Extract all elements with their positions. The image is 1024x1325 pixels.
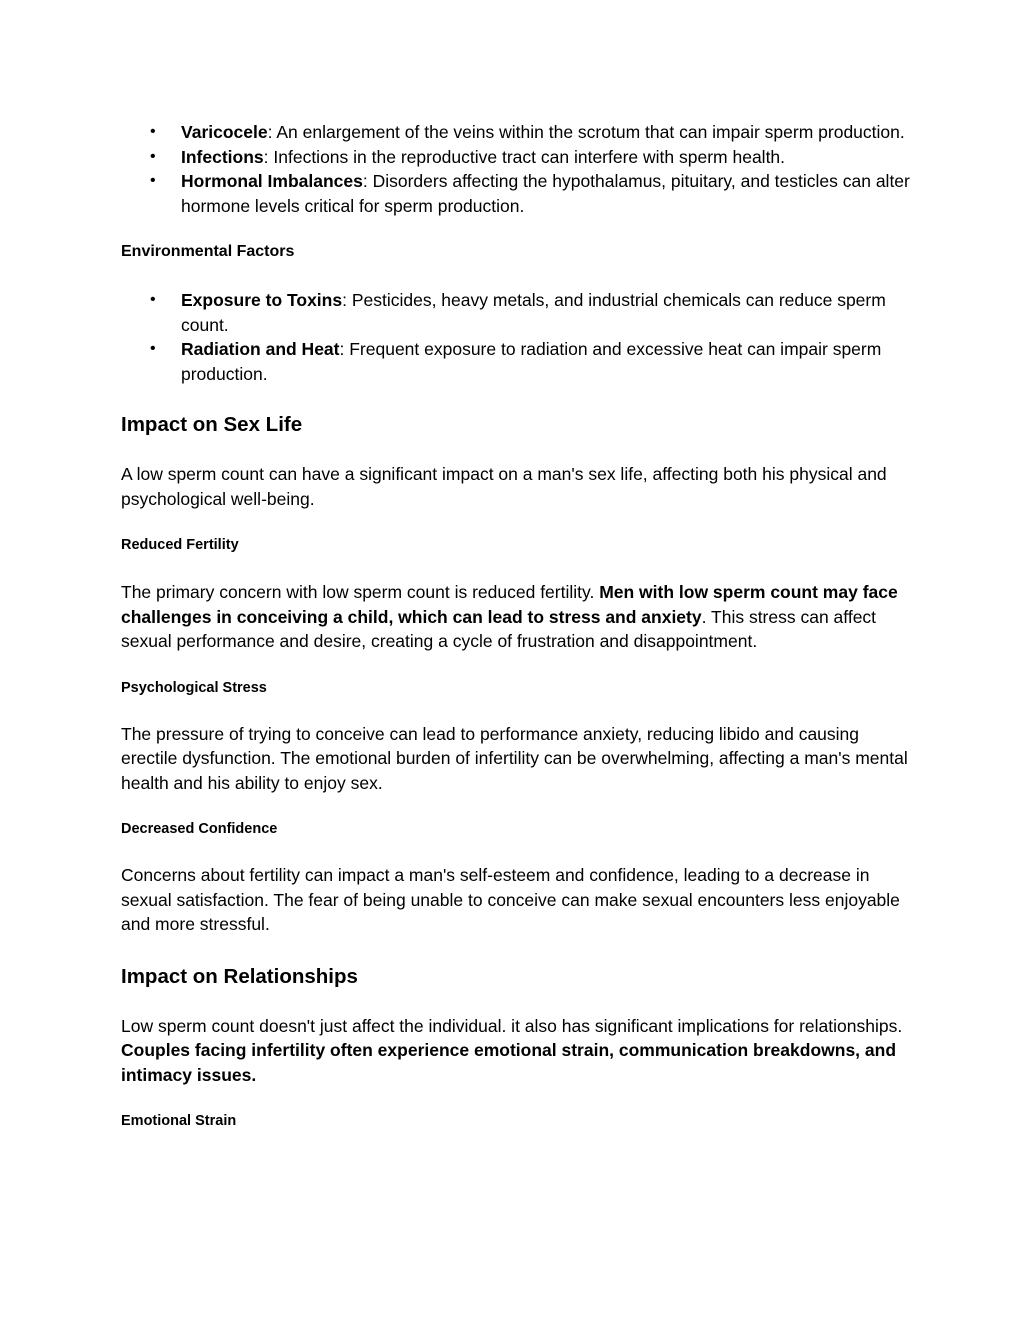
reduced-fertility-paragraph xyxy=(121,580,911,654)
environmental-list xyxy=(121,288,911,386)
paragraph-text: The primary concern with low sperm count is reduced fertility. xyxy=(121,582,600,602)
bullet-icon: • xyxy=(150,123,156,140)
emotional-strain-heading: Emotional Strain xyxy=(121,1113,237,1129)
decreased-confidence-heading: Decreased Confidence xyxy=(121,821,278,837)
list-item-term: Radiation and Heat xyxy=(181,339,340,359)
list-item-term: Exposure to Toxins xyxy=(181,290,343,310)
document-content xyxy=(121,120,911,1131)
list-item xyxy=(121,337,911,386)
list-item-text: : Frequent exposure to radiation and excessive heat can impair sperm production. xyxy=(181,339,882,384)
reduced-fertility-heading: Reduced Fertility xyxy=(121,537,239,553)
decreased-confidence-paragraph: Concerns about fertility can impact a man's self-esteem and confidence, leading to a decrease in sexual satisfaction. The fear of being unable to conceive can make sexual encounters less enjoyable and more stressful. xyxy=(121,865,900,934)
psychological-stress-paragraph: The pressure of trying to conceive can lead to performance anxiety, reducing libido and causing erectile dysfunction. The emotional burden of infertility can be overwhelming, affecting a man's mental health and his ability to enjoy sex. xyxy=(121,723,908,793)
list-item xyxy=(121,145,911,170)
relationships-heading: Impact on Relationships xyxy=(121,964,358,988)
paragraph-text: . This stress can affect sexual performance and desire, creating a cycle of frustration and disappointment. xyxy=(121,606,877,651)
list-item-term: Infections xyxy=(181,146,264,167)
list-item xyxy=(121,288,911,337)
list-item-text: : An enlargement of the veins within the scrotum that can impair sperm production. xyxy=(267,122,905,142)
environmental-factors-heading: Environmental Factors xyxy=(121,243,295,260)
bullet-icon: • xyxy=(150,340,156,357)
bullet-icon: • xyxy=(150,147,156,165)
paragraph-bold-text: Men with low sperm count may face challenges in conceiving a child, which can lead to stress and anxiety xyxy=(121,582,898,627)
paragraph-bold-text: Couples facing infertility often experience emotional strain, communication breakdowns, and intimacy issues. xyxy=(121,1040,897,1085)
list-item-text: : Infections in the reproductive tract can interfere with sperm health. xyxy=(263,146,786,167)
relationships-paragraph xyxy=(121,1014,911,1088)
list-item-term: Varicocele xyxy=(181,122,268,142)
psychological-stress-heading: Psychological Stress xyxy=(121,679,267,696)
list-item xyxy=(121,120,911,145)
list-item xyxy=(121,169,911,218)
sex-life-heading: Impact on Sex Life xyxy=(121,413,303,436)
bullet-icon: • xyxy=(150,291,156,308)
paragraph-text: Low sperm count doesn't just affect the individual. it also has significant implications for relationships. xyxy=(121,1015,903,1036)
list-item-term: Hormonal Imbalances xyxy=(181,171,363,191)
bullet-icon: • xyxy=(150,172,156,189)
causes-list xyxy=(121,120,911,218)
sex-life-intro: A low sperm count can have a significant impact on a man's sex life, affecting both his physical and psychological well-being. xyxy=(121,464,887,509)
list-item-text: : Pesticides, heavy metals, and industrial chemicals can reduce sperm count. xyxy=(181,290,886,335)
list-item-text: : Disorders affecting the hypothalamus, pituitary, and testicles can alter hormone levels critical for sperm production. xyxy=(181,171,910,216)
